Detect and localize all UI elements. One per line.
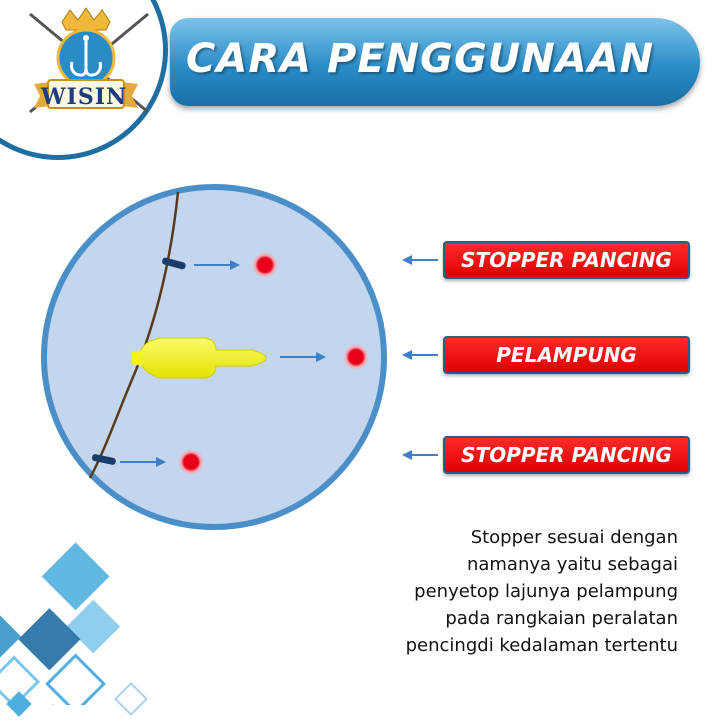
description-line: namanya yaitu sebagai [466,554,678,575]
marker-top [252,252,278,278]
description-text [338,524,678,659]
description-line: pada rangkaian peralatan [445,608,678,629]
label-stopper-bottom: STOPPER PANCING [443,436,690,474]
description-line: penyetop lajunya pelampung [414,581,678,602]
marker-bottom [178,449,204,475]
page-title: CARA PENGGUNAAN [186,36,655,82]
description-line: Stopper sesuai dengan [470,527,678,548]
label-stopper-top: STOPPER PANCING [443,241,690,279]
label-pelampung: PELAMPUNG [443,336,690,374]
logo-brand-text: WISIN [40,84,128,110]
marker-middle [343,344,369,370]
description-line: pencingdi kedalaman tertentu [405,635,678,656]
